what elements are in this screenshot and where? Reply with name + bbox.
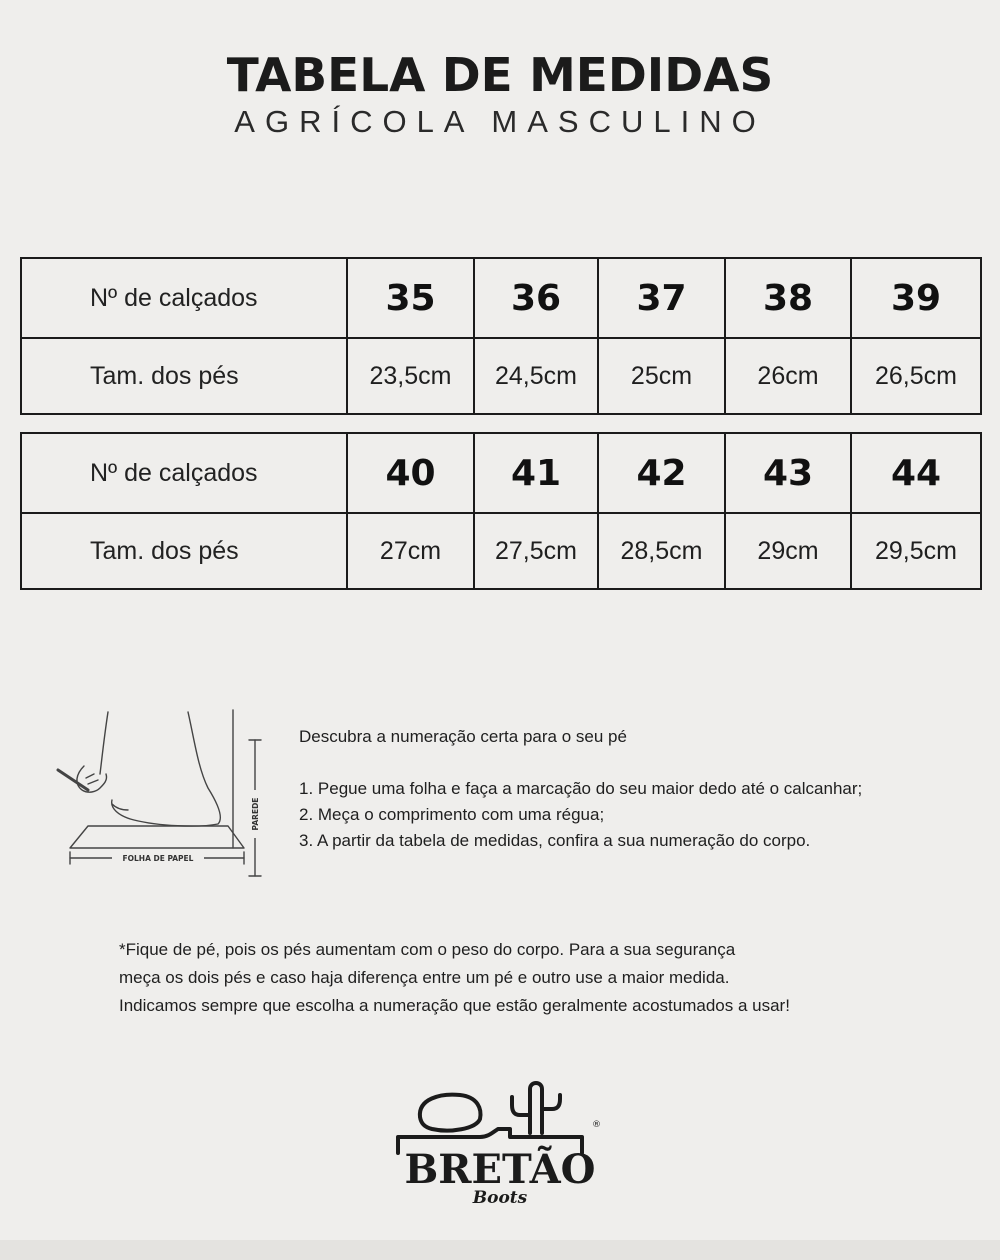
note-line: meça os dois pés e caso haja diferença entre um pé e outro use a maior medida. bbox=[119, 968, 730, 987]
paper-label: FOLHA DE PAPEL bbox=[122, 854, 194, 863]
size-cell: 35 bbox=[347, 258, 474, 338]
paper-sheet bbox=[70, 826, 244, 848]
foot-measuring-illustration bbox=[48, 708, 268, 880]
row-label-feet: Tam. dos pés bbox=[21, 513, 347, 589]
foot-length-cell: 29cm bbox=[725, 513, 851, 589]
foot-length-cell: 27cm bbox=[347, 513, 474, 589]
size-table-2 bbox=[20, 432, 982, 590]
brand-name: BRETÃO bbox=[404, 1146, 596, 1193]
size-cell: 44 bbox=[851, 433, 981, 513]
size-cell: 37 bbox=[598, 258, 725, 338]
foot-length-cell: 29,5cm bbox=[851, 513, 981, 589]
bottom-band bbox=[0, 1240, 1000, 1260]
page-title: TABELA DE MEDIDAS bbox=[226, 48, 774, 102]
size-table-1 bbox=[20, 257, 982, 415]
row-label-sizes: Nº de calçados bbox=[21, 433, 347, 513]
note-line: *Fique de pé, pois os pés aumentam com o peso do corpo. Para a sua segurança bbox=[119, 940, 736, 959]
size-cell: 39 bbox=[851, 258, 981, 338]
pencil-icon bbox=[58, 770, 88, 790]
instruction-step: 2. Meça o comprimento com uma régua; bbox=[299, 805, 605, 824]
table-row-sizes bbox=[21, 433, 981, 513]
table-row-sizes bbox=[21, 258, 981, 338]
size-cell: 36 bbox=[474, 258, 598, 338]
row-label-feet: Tam. dos pés bbox=[21, 338, 347, 414]
registered-mark: ® bbox=[592, 1120, 601, 1130]
foot-length-cell: 26cm bbox=[725, 338, 851, 414]
foot-length-cell: 26,5cm bbox=[851, 338, 981, 414]
instruction-step: 3. A partir da tabela de medidas, confira a sua numeração do corpo. bbox=[299, 831, 811, 850]
instruction-step: 1. Pegue uma folha e faça a marcação do seu maior dedo até o calcanhar; bbox=[299, 779, 863, 798]
foot-length-cell: 27,5cm bbox=[474, 513, 598, 589]
row-label-sizes: Nº de calçados bbox=[21, 258, 347, 338]
table-row-feet bbox=[21, 338, 981, 414]
size-cell: 42 bbox=[598, 433, 725, 513]
size-cell: 40 bbox=[347, 433, 474, 513]
safety-note bbox=[119, 936, 979, 1020]
brand-tagline: Boots bbox=[472, 1188, 528, 1208]
bretao-boots-logo bbox=[380, 1075, 620, 1210]
foot-length-cell: 23,5cm bbox=[347, 338, 474, 414]
size-cell: 38 bbox=[725, 258, 851, 338]
wall-label: PAREDE bbox=[251, 797, 260, 831]
measuring-instructions bbox=[299, 724, 989, 854]
size-cell: 43 bbox=[725, 433, 851, 513]
note-line: Indicamos sempre que escolha a numeração que estão geralmente acostumados a usar! bbox=[119, 996, 790, 1015]
size-cell: 41 bbox=[474, 433, 598, 513]
table-row-feet bbox=[21, 513, 981, 589]
foot-length-cell: 24,5cm bbox=[474, 338, 598, 414]
foot-length-cell: 28,5cm bbox=[598, 513, 725, 589]
instructions-intro: Descubra a numeração certa para o seu pé bbox=[299, 727, 627, 746]
page-subtitle: AGRÍCOLA MASCULINO bbox=[234, 104, 766, 139]
foot-length-cell: 25cm bbox=[598, 338, 725, 414]
